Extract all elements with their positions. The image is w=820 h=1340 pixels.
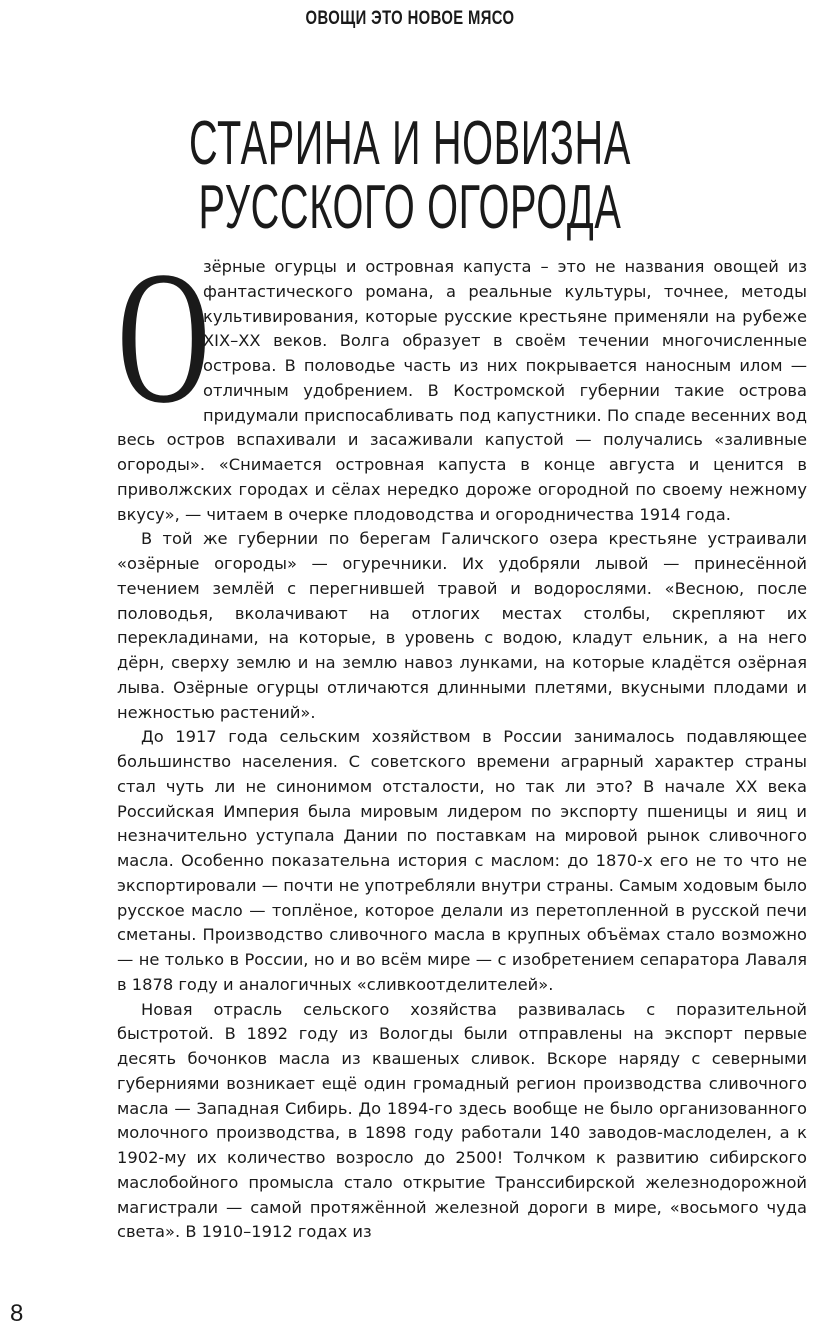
chapter-title-line-1: СТАРИНА И НОВИЗНА [189, 109, 631, 178]
drop-cap: О [117, 233, 211, 443]
page-number: 8 [10, 1300, 24, 1327]
paragraph-1 [117, 233, 807, 527]
paragraph-1-text: зёрные огурцы и островная капуста – это не названия овощей из фантастического романа, а реальные культуры, точнее, методы культивирования, которые русские крестьяне применяли на рубеже XIX–XX веков. Волга образует в своём течении многочисленные острова. В половодье часть из них покрывается наносным илом — отличным удобрением. В Костромской губернии такие острова придумали приспосабливать под капустники. По спаде весенних вод весь остров вспахивали и засаживали капустой — получались «заливные огороды». «Снимается островная капуста в конце августа и ценится в приволжских городах и сёлах нередко дороже огородной по своему нежному вкусу», — читаем в очерке плодоводства и огородничества 1914 года. [117, 257, 807, 524]
article-body [117, 233, 807, 1245]
paragraph-4: Новая отрасль сельского хозяйства развивалась с поразительной быстротой. В 1892 году из Вологды были отправлены на экспорт первые десять бочонков масла из квашеных сливок. Вскоре наряду с северными губерниями возникает ещё один громадный регион производства сливочного масла — Западная Сибирь. До 1894-го здесь вообще не было организованного молочного производства, в 1898 году работали 140 заводов-маслоделен, а к 1902-му их количество возросло до 2500! Толчком к развитию сибирского маслобойного промысла стало открытие Транссибирской железнодорожной магистрали — самой протяжённой железной дороги в мире, «восьмого чуда света». В 1910–1912 годах из [117, 999, 807, 1242]
paragraph-3: До 1917 года сельским хозяйством в России занималось подавляющее большинство населения. С советского времени аграрный характер страны стал чуть ли не синонимом отсталости, но так ли это? В начале XX века Российская Империя была мировым лидером по экспорту пшеницы и яиц и незначительно уступала Дании по поставкам на мировой рынок сливочного масла. Особенно показательна история с маслом: до 1870-х его не то что не экспортировали — почти не употребляли внутри страны. Самым ходовым было русское масло — топлёное, которое делали из перетопленной в русской печи сметаны. Производство сливочного масла в крупных объёмах стало возможно — не только в России, но и во всём мире — с изобретением сепаратора Лаваля в 1878 году и аналогичных «сливкоотделителей». [117, 727, 807, 994]
chapter-title [148, 109, 673, 242]
running-head: ОВОЩИ ЭТО НОВОЕ МЯСО [305, 8, 515, 29]
paragraph-2: В той же губернии по берегам Галичского озера крестьяне устраивали «озёрные огороды» — огуречники. Их удобряли лывой — принесённой течением землёй с перегнившей травой и водорослями. «Весною, после половодья, вколачивают на отлогих местах столбы, скрепляют их перекладинами, на которые, в уровень с водою, кладут ельник, а на него дёрн, сверху землю и на землю навоз лунками, на которые кладётся озёрная лыва. Озёрные огурцы отличаются длинными плетями, вкусными плодами и нежностью растений». [117, 529, 807, 722]
chapter-title-line-2: РУССКОГО ОГОРОДА [198, 173, 622, 242]
